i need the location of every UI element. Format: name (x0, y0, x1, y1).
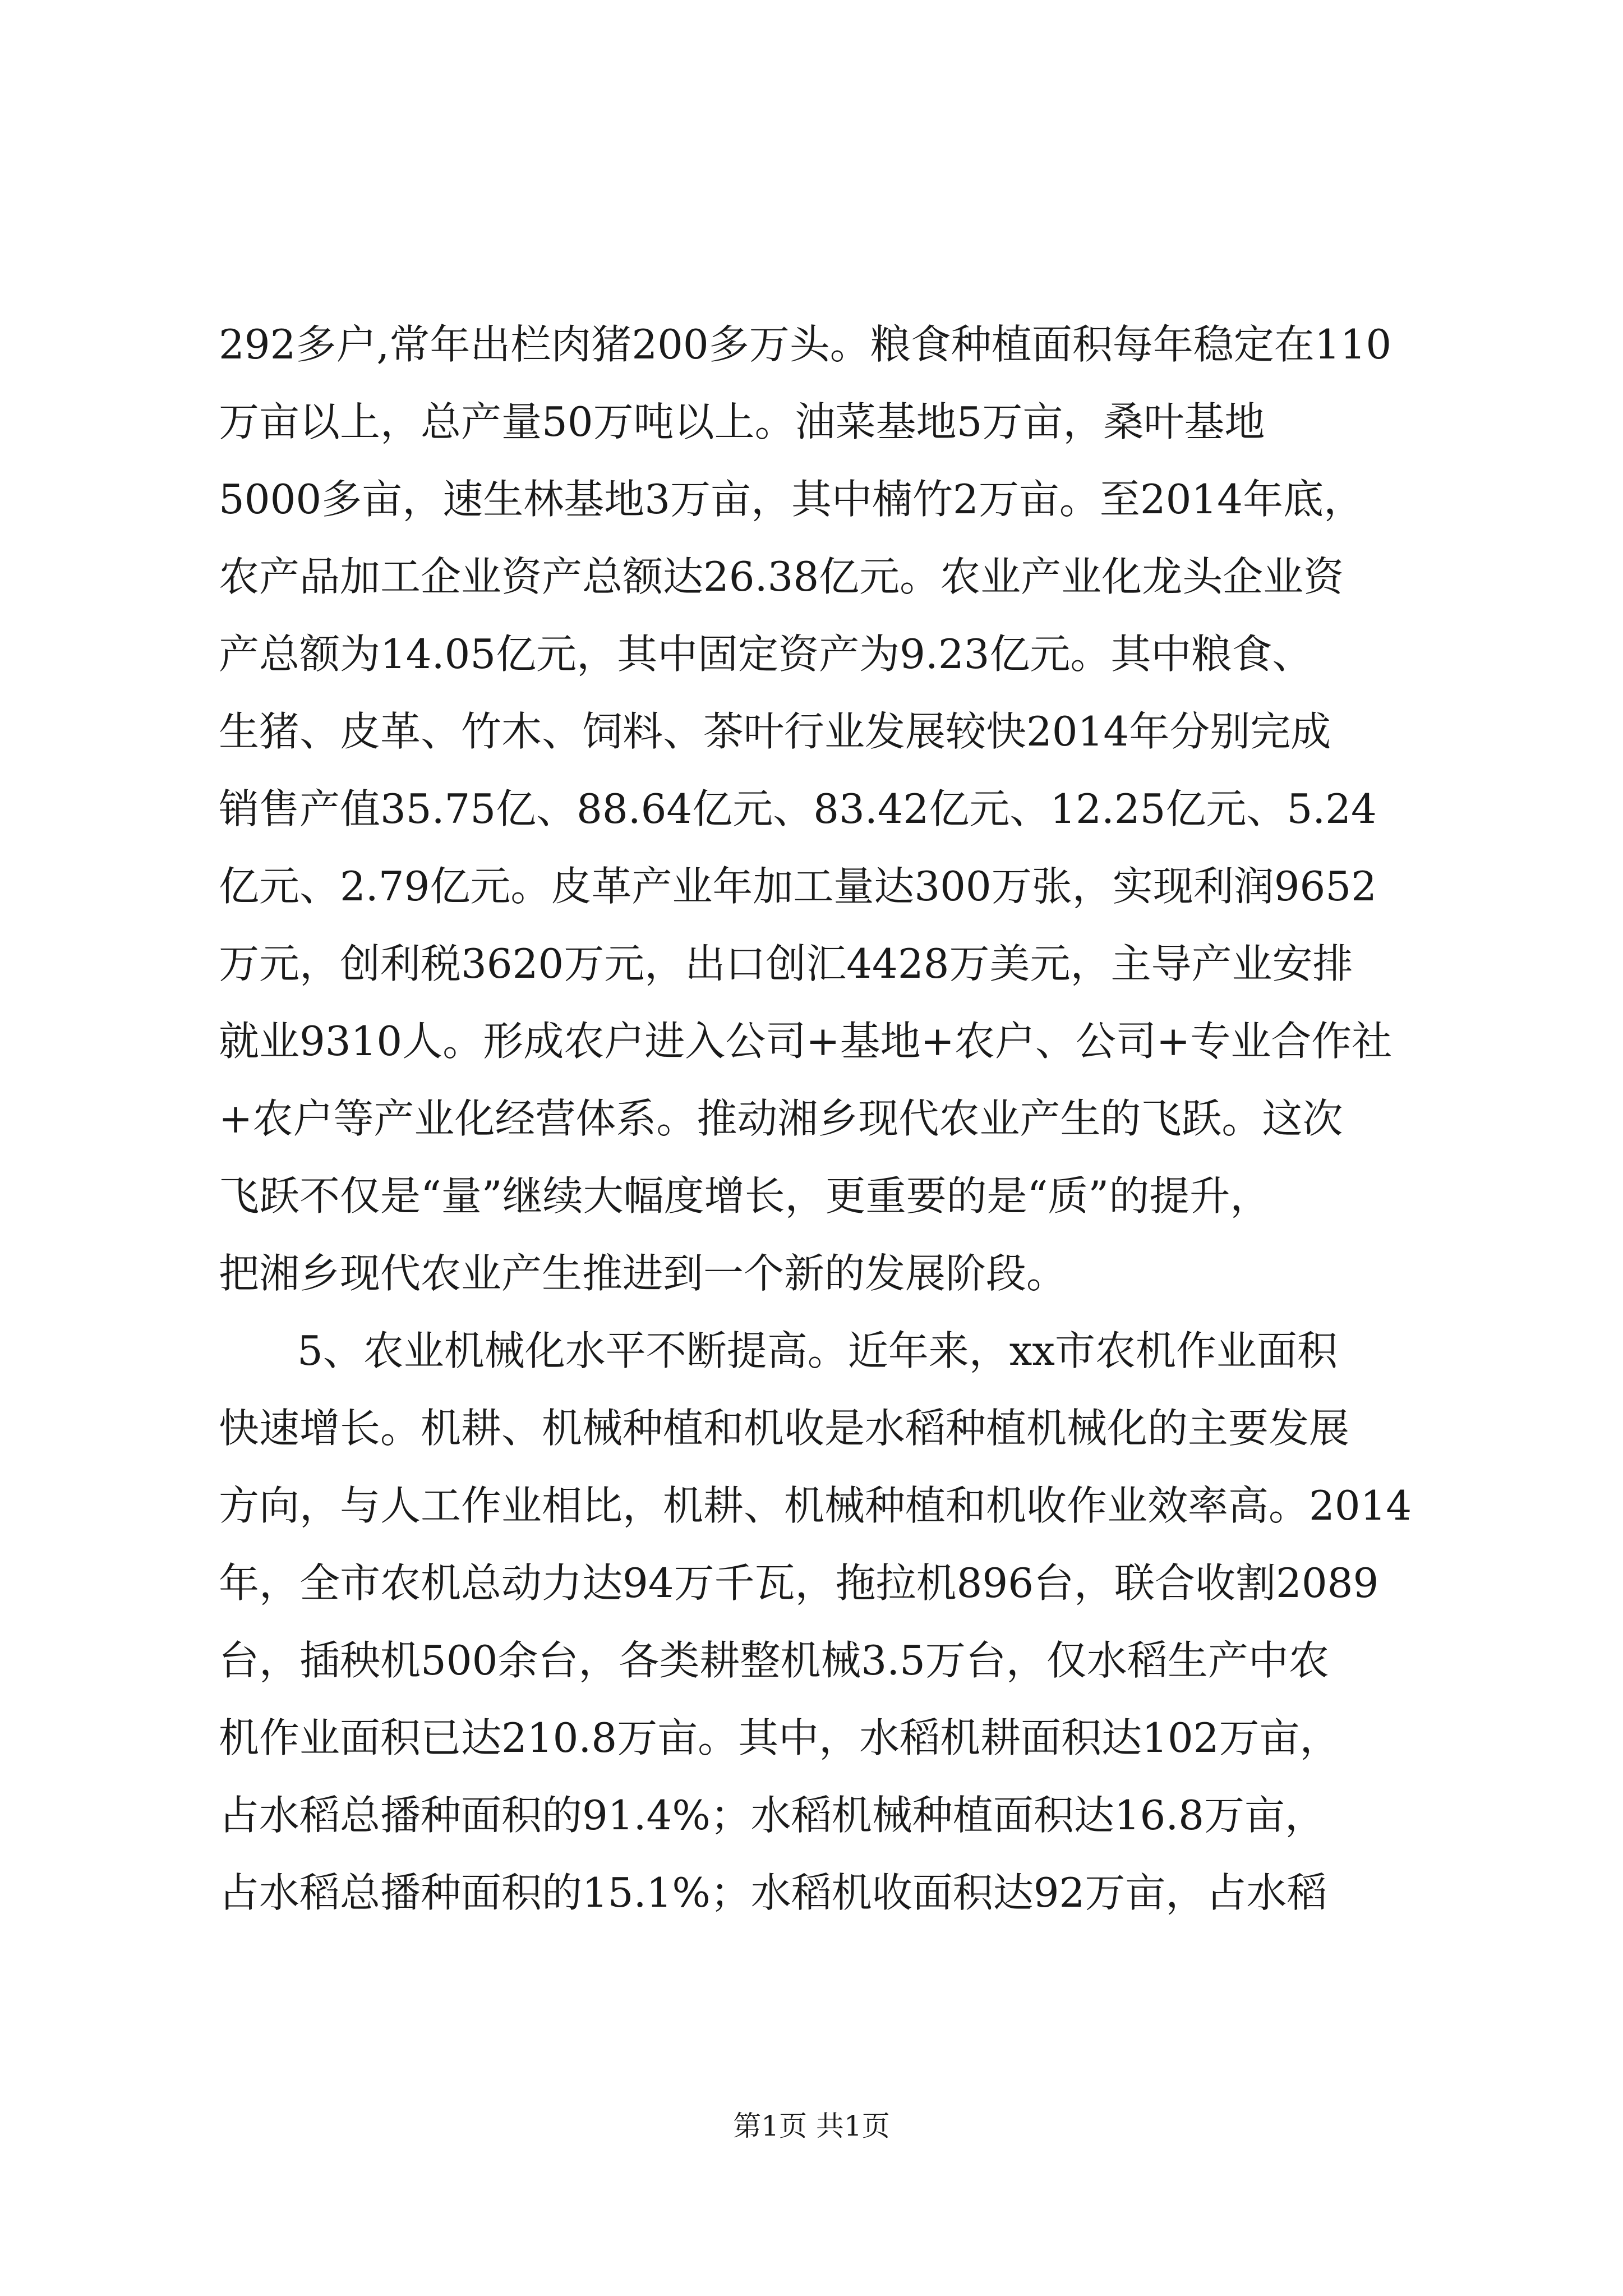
text-line: 就业9310人。形成农户进入公司+基地+农户、公司+专业合作社 (219, 1018, 1393, 1065)
text-line: 销售产值35.75亿、88.64亿元、83.42亿元、12.25亿元、5.24 (219, 785, 1377, 832)
text-line: 生猪、皮革、竹木、饲料、茶叶行业发展较快2014年分别完成 (219, 708, 1331, 755)
text-line: 台，插秧机500余台，各类耕整机械3.5万台，仅水稻生产中农 (219, 1637, 1329, 1684)
text-line: 机作业面积已达210.8万亩。其中，水稻机耕面积达102万亩， (219, 1714, 1340, 1761)
text-line: +农户等产业化经营体系。推动湘乡现代农业产生的飞跃。这次 (219, 1095, 1343, 1142)
text-line: 飞跃不仅是“量”继续大幅度增长，更重要的是“质”的提升， (219, 1172, 1271, 1220)
paragraph-start-line: 5、农业机械化水平不断提高。近年来，xx市农机作业面积 (297, 1327, 1338, 1374)
text-line: 292多户,常年出栏肉猪200多万头。粮食种植面积每年稳定在110 (219, 321, 1392, 368)
body-text (219, 306, 1419, 1931)
text-line: 万亩以上，总产量50万吨以上。油菜基地5万亩，桑叶基地 (219, 398, 1265, 445)
text-line: 年，全市农机总动力达94万千瓦，拖拉机896台，联合收割2089 (219, 1559, 1379, 1607)
text-line: 快速增长。机耕、机械种植和机收是水稻种植机械化的主要发展 (219, 1405, 1350, 1452)
text-line: 方向，与人工作业相比，机耕、机械种植和机收作业效率高。2014 (219, 1482, 1412, 1529)
text-line: 占水稻总播种面积的91.4%；水稻机械种植面积达16.8万亩， (219, 1792, 1326, 1839)
text-line: 把湘乡现代农业产生推进到一个新的发展阶段。 (219, 1250, 1067, 1297)
text-line: 农产品加工企业资产总额达26.38亿元。农业产业化龙头企业资 (219, 553, 1344, 600)
page-footer: 第1页 共1页 (733, 2110, 890, 2142)
text-line: 产总额为14.05亿元，其中固定资产为9.23亿元。其中粮食、 (219, 631, 1313, 678)
text-line: 亿元、2.79亿元。皮革产业年加工量达300万张，实现利润9652 (219, 863, 1377, 910)
text-line: 5000多亩，速生林基地3万亩，其中楠竹2万亩。至2014年底， (219, 476, 1364, 523)
text-line: 占水稻总播种面积的15.1%；水稻机收面积达92万亩，占水稻 (219, 1869, 1327, 1916)
text-line: 万元，创利税3620万元，出口创汇4428万美元，主导产业安排 (219, 940, 1353, 987)
